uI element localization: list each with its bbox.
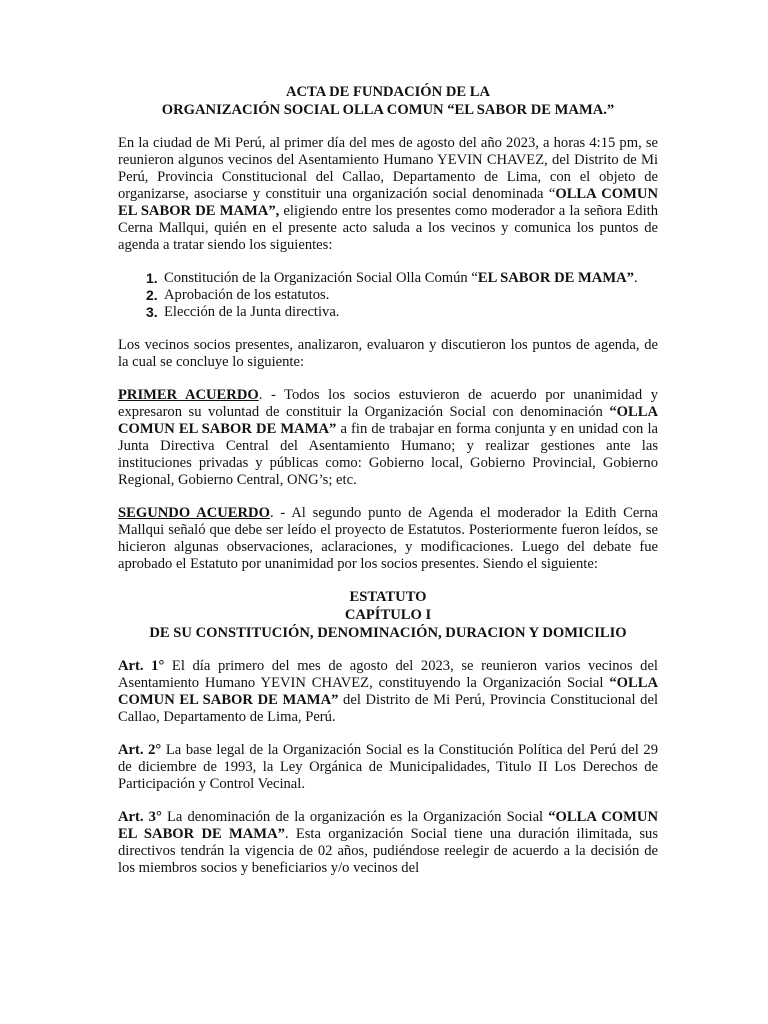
article-1-org-name: “OLLA COMUN EL SABOR DE MAMA” <box>118 675 658 708</box>
agenda-number: 3. <box>146 304 158 320</box>
agenda-item <box>118 270 658 287</box>
chapter-title: CAPÍTULO I <box>344 607 432 623</box>
agenda-text: Aprobación de los estatutos. <box>164 287 330 303</box>
primer-acuerdo-text-2: a fin de trabajar en forma conjunta y en unidad con la Junta Directiva Central del Asentamiento Humano; y realizar gestiones ante las instituciones privadas y públicas como: Gobierno local, Gobierno Provincial, Gobierno Regional, Gobierno Central, ONG’s; etc. <box>118 421 658 488</box>
primer-acuerdo-org-name: “OLLA COMUN EL SABOR DE MAMA” <box>118 404 658 437</box>
primer-acuerdo-text-1: . - Todos los socios estuvieron de acuerdo por unanimidad y expresaron su voluntad de constituir la Organización Social con denominación <box>118 387 659 420</box>
primer-acuerdo-label: PRIMER ACUERDO <box>118 387 259 403</box>
primer-acuerdo-paragraph <box>118 387 658 489</box>
agenda-item <box>118 287 658 304</box>
article-3-text-1: La denominación de la organización es la Organización Social <box>161 809 549 825</box>
agenda-tail: . <box>633 270 638 286</box>
segundo-acuerdo-paragraph <box>118 505 658 573</box>
intro-paragraph <box>118 135 658 254</box>
article-3-org-name: “OLLA COMUN EL SABOR DE MAMA” <box>118 809 658 842</box>
agenda-number: 2. <box>146 287 158 303</box>
doc-title-line-1: ACTA DE FUNDACIÓN DE LA <box>285 84 491 100</box>
doc-title-line-2: ORGANIZACIÓN SOCIAL OLLA COMUN “EL SABOR DE MAMA.” <box>161 102 615 118</box>
agenda-number: 1. <box>146 270 158 286</box>
article-3-label: Art. 3° <box>118 809 162 825</box>
article-2 <box>118 742 658 793</box>
estatuto-title: ESTATUTO <box>349 589 427 605</box>
intro-text-1: En la ciudad de Mi Perú, al primer día del mes de agosto del año 2023, a horas 4:15 pm, se reunieron algunos vecinos del Asentamiento Humano YEVIN CHAVEZ, del Distrito de Mi Perú, Provincia Constitucional del Callao, Departamento de Lima, con el objeto de organizarse, asociarse y constituir una organización social denominada “ <box>118 135 658 202</box>
article-2-label: Art. 2° <box>118 742 162 758</box>
intro-org-name: OLLA COMUN EL SABOR DE MAMA”, <box>118 186 658 219</box>
agenda-item <box>118 304 658 321</box>
document-body <box>118 84 658 877</box>
article-1-label: Art. 1° <box>118 658 165 674</box>
agenda-text: Constitución de la Organización Social Olla Común “ <box>164 270 478 286</box>
agenda-text: Elección de la Junta directiva. <box>164 304 340 320</box>
analysis-paragraph: Los vecinos socios presentes, analizaron, evaluaron y discutieron los puntos de agenda, de la cual se concluye lo siguiente: <box>118 337 658 370</box>
segundo-acuerdo-label: SEGUNDO ACUERDO <box>118 505 270 521</box>
article-1-text-2: del Distrito de Mi Perú, Provincia Constitucional del Callao, Departamento de Lima, Perú. <box>118 692 658 725</box>
article-3 <box>118 809 658 877</box>
intro-text-2: eligiendo entre los presentes como moderador a la señora Edith Cerna Mallqui, quién en el presente acto saluda a los vecinos y comunica los puntos de agenda a tratar siendo los siguientes: <box>118 203 658 253</box>
agenda-bold: EL SABOR DE MAMA” <box>477 270 634 286</box>
article-1-text-1: El día primero del mes de agosto del 2023, se reunieron varios vecinos del Asentamiento Humano YEVIN CHAVEZ, constituyendo la Organización Social <box>118 658 658 691</box>
article-1 <box>118 658 658 726</box>
chapter-subtitle: DE SU CONSTITUCIÓN, DENOMINACIÓN, DURACION Y DOMICILIO <box>149 625 627 641</box>
agenda-list <box>118 270 658 321</box>
segundo-acuerdo-text: . - Al segundo punto de Agenda el moderador la Edith Cerna Mallqui señaló que debe ser leído el proyecto de Estatutos. Posteriormente fueron leídos, se hicieron algunas observaciones, aclaraciones, y modificaciones. Luego del debate fue aprobado el Estatuto por unanimidad por los socios presentes. Siendo el siguiente: <box>118 505 659 572</box>
article-2-text: La base legal de la Organización Social es la Constitución Política del Perú del 29 de diciembre de 1993, la Ley Orgánica de Municipalidades, Titulo II Los Derechos de Participación y Control Vecinal. <box>118 742 658 792</box>
article-3-text-2: . Esta organización Social tiene una duración ilimitada, sus directivos tendrán la vigencia de 02 años, pudiéndose reelegir de acuerdo a la decisión de los miembros socios y beneficiarios y/o vecinos del <box>118 826 658 876</box>
